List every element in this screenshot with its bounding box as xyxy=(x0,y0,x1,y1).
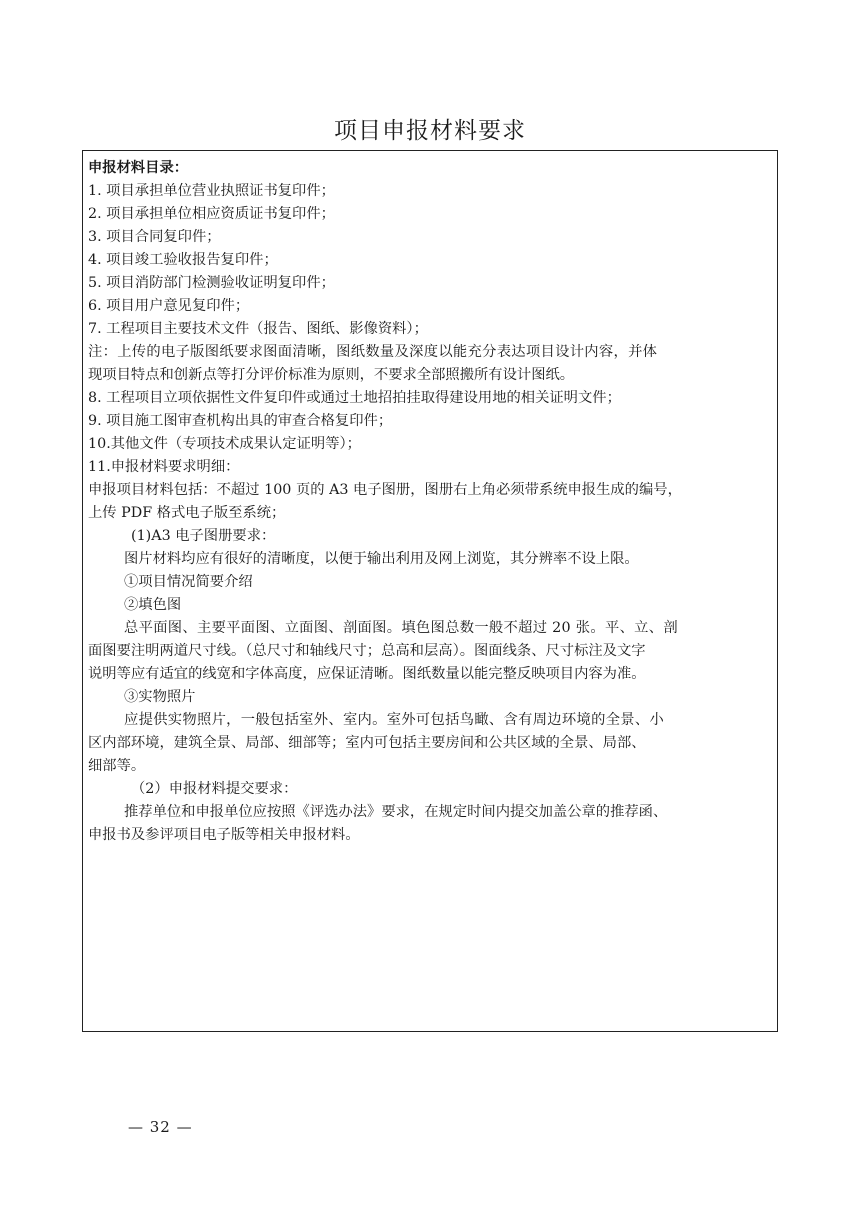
paragraph-line: 图片材料均应有很好的清晰度，以便于输出利用及网上浏览，其分辨率不设上限。 xyxy=(124,551,639,567)
note-line: 现项目特点和创新点等打分评价标准为原则，不要求全部照搬所有设计图纸。 xyxy=(88,367,575,383)
requirements-content xyxy=(88,157,772,847)
list-item: 9. 项目施工图审查机构出具的审查合格复印件； xyxy=(88,413,393,429)
paragraph-line: 推荐单位和申报单位应按照《评选办法》要求，在规定时间内提交加盖公章的推荐函、 xyxy=(124,804,668,820)
paragraph-line: 总平面图、主要平面图、立面图、剖面图。填色图总数一般不超过 20 张。平、立、剖 xyxy=(124,620,678,636)
paragraph-line: 上传 PDF 格式电子版至系统； xyxy=(88,505,286,521)
list-item: 2. 项目承担单位相应资质证书复印件； xyxy=(88,206,335,222)
paragraph-line: 说明等应有适宜的线宽和字体高度，应保证清晰。图纸数量以能完整反映项目内容为准。 xyxy=(88,666,646,682)
paragraph-line: 区内部环境，建筑全景、局部、细部等；室内可包括主要房间和公共区域的全景、局部、 xyxy=(88,735,646,751)
note-line: 注：上传的电子版图纸要求图面清晰，图纸数量及深度以能充分表达项目设计内容，并体 xyxy=(88,344,658,360)
page-number: — 32 — xyxy=(128,1118,193,1136)
paragraph-line: 申报书及参评项目电子版等相关申报材料。 xyxy=(88,827,360,843)
list-item: 6. 项目用户意见复印件； xyxy=(88,298,250,314)
section-heading: 申报材料目录： xyxy=(88,160,189,176)
subitem-heading: ③实物照片 xyxy=(124,689,196,705)
list-item: 8. 工程项目立项依据性文件复印件或通过土地招拍挂取得建设用地的相关证明文件； xyxy=(88,390,621,406)
paragraph-line: 细部等。 xyxy=(88,758,146,774)
list-item: 11.申报材料要求明细： xyxy=(88,459,240,475)
subitem-heading: ①项目情况简要介绍 xyxy=(124,574,253,590)
list-item: 4. 项目竣工验收报告复印件； xyxy=(88,252,278,268)
list-item: 7. 工程项目主要技术文件（报告、图纸、影像资料）； xyxy=(88,321,428,337)
subitem-heading: ②填色图 xyxy=(124,597,182,613)
page-title: 项目申报材料要求 xyxy=(334,118,526,144)
list-item: 5. 项目消防部门检测验收证明复印件； xyxy=(88,275,335,291)
list-item: 3. 项目合同复印件； xyxy=(88,229,221,245)
subsection-heading: （2）申报材料提交要求： xyxy=(131,781,298,797)
paragraph-line: 应提供实物照片，一般包括室外、室内。室外可包括鸟瞰、含有周边环境的全景、小 xyxy=(124,712,665,728)
list-item: 10.其他文件（专项技术成果认定证明等）； xyxy=(88,436,361,452)
subsection-heading: (1)A3 电子图册要求： xyxy=(131,528,276,544)
paragraph-line: 面图要注明两道尺寸线。（总尺寸和轴线尺寸；总高和层高）。图面线条、尺寸标注及文字 xyxy=(88,643,646,659)
paragraph-line: 申报项目材料包括：不超过 100 页的 A3 电子图册，图册右上角必须带系统申报生成的编号， xyxy=(88,482,682,498)
list-item: 1. 项目承担单位营业执照证书复印件； xyxy=(88,183,335,199)
